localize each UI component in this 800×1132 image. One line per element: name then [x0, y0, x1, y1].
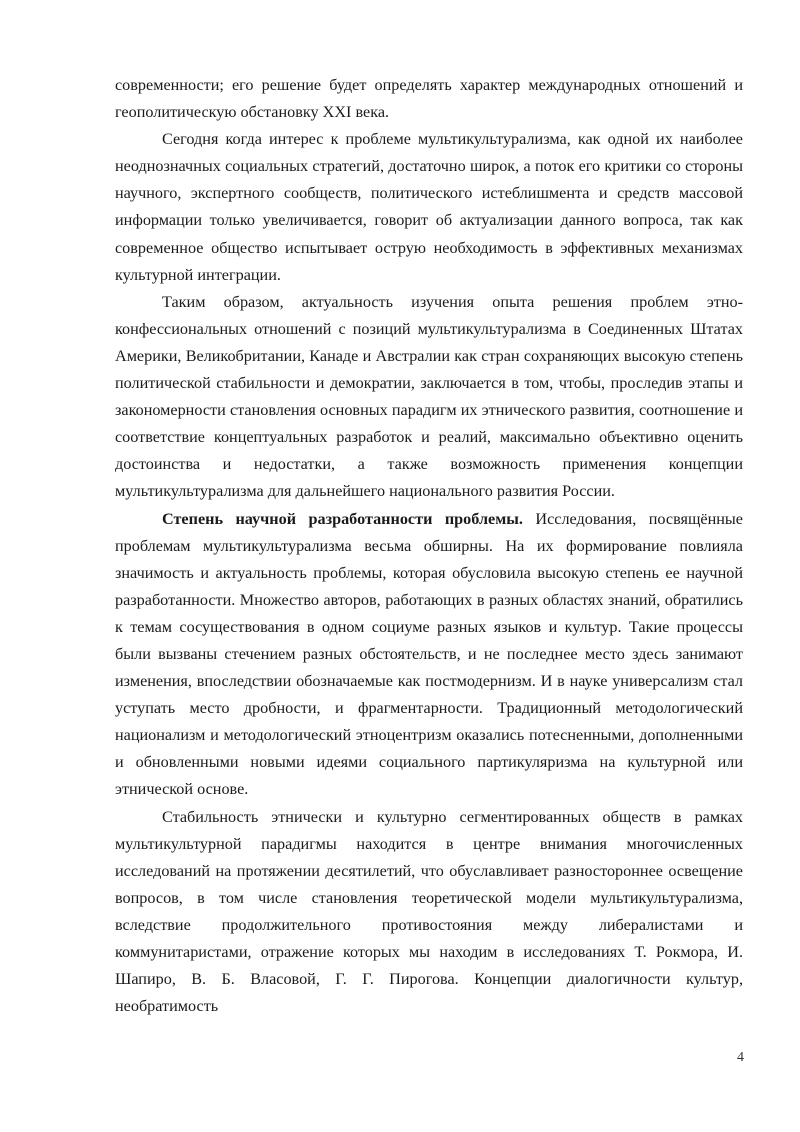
paragraph-4 — [115, 506, 743, 804]
paragraph-3 — [115, 289, 743, 506]
page-number: 4 — [737, 1050, 744, 1065]
paragraph-text: Таким образом, актуальность изучения опыта решения проблем этно-конфессиональных отношений с позиций мультикультурализма в Соединенных Штатах Америки, Великобритании, Канаде и Австралии как стран сохраняющих высокую степень политической стабильности и демократии, заключается в том, чтобы, проследив этапы и закономерности становления основных парадигм их этнического развития, соотношение и соответствие концептуальных разработок и реалий, максимально объективно оценить достоинства и недостатки, а также возможность применения концепции мультикультурализма для дальнейшего национального развития России. — [115, 292, 743, 501]
section-heading-inline: Степень научной разработанности проблемы. — [162, 509, 523, 528]
paragraph-text: Исследования, посвящённые проблемам мультикультурализма весьма обширны. На их формирование повлияла значимость и актуальность проблемы, которая обусловила высокую степень ее научной разработанности. Множество авторов, работающих в разных областях знаний, обратились к темам сосуществования в одном социуме разных языков и культур. Такие процессы были вызваны стечением разных обстоятельств, и не последнее место здесь занимают изменения, впоследствии обозначаемые как постмодернизм. И в науке универсализм стал уступать место дробности, и фрагментарности. Традиционный методологический национализм и методологический этноцентризм оказались потесненными, дополненными и обновленными новыми идеями социального партикуляризма на культурной или этнической основе. — [115, 509, 743, 799]
paragraph-5 — [115, 804, 743, 1021]
document-body — [115, 72, 743, 1020]
paragraph-1 — [115, 72, 743, 126]
paragraph-text: современности; его решение будет определять характер международных отношений и геополитическую обстановку XXI века. — [115, 76, 743, 122]
paragraph-text: Сегодня когда интерес к проблеме мультикультурализма, как одной их наиболее неоднозначных социальных стратегий, достаточно широк, а поток его критики со стороны научного, экспертного сообществ, политического истеблишмента и средств массовой информации только увеличивается, говорит об актуализации данного вопроса, так как современное общество испытывает острую необходимость в эффективных механизмах культурной интеграции. — [115, 130, 743, 284]
paragraph-text: Стабильность этнически и культурно сегментированных обществ в рамках мультикультурной парадигмы находится в центре внимания многочисленных исследований на протяжении десятилетий, что обуславливает разностороннее освещение вопросов, в том числе становления теоретической модели мультикультурализма, вследствие продолжительного противостояния между либералистами и коммунитаристами, отражение которых мы находим в исследованиях Т. Рокмора, И. Шапиро, В. Б. Власовой, Г. Г. Пирогова. Концепции диалогичности культур, необратимость — [115, 807, 743, 1016]
paragraph-2 — [115, 126, 743, 289]
